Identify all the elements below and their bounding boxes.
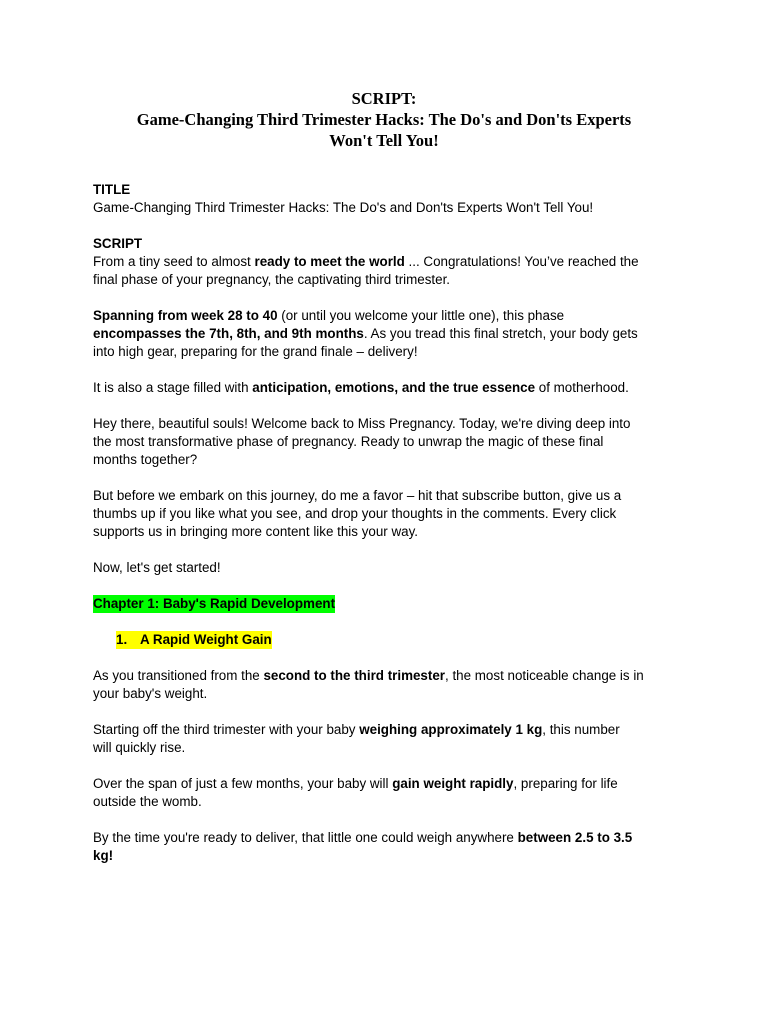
- bold-run: between 2.5 to 3.5 kg!: [93, 830, 633, 863]
- text-run: From a tiny seed to almost: [93, 254, 255, 269]
- chapter-1-list-item: [116, 631, 683, 649]
- bold-run: second to the third trimester: [263, 668, 445, 683]
- document-heading: [80, 88, 688, 151]
- list-item-highlight: [116, 631, 272, 649]
- text-run: By the time you're ready to deliver, that little one could weigh anywhere: [93, 830, 518, 845]
- script-label: SCRIPT: [93, 236, 143, 251]
- script-paragraph-4: Hey there, beautiful souls! Welcome back to Miss Pregnancy. Today, we're diving deep into the most transformative phase of pregnancy. Ready to unwrap the magic of these final months together?: [93, 416, 631, 467]
- text-run: ... Congratulations! You’ve reached the final phase of your pregnancy, the captivating third trimester.: [93, 254, 639, 287]
- text-run: Over the span of just a few months, your baby will: [93, 776, 393, 791]
- text-run: of motherhood.: [535, 380, 629, 395]
- text-run: , preparing for life outside the womb.: [93, 776, 618, 809]
- list-item-number: 1.: [116, 632, 128, 647]
- script-heading-title-line1: Game-Changing Third Trimester Hacks: The Do's and Don'ts Experts: [136, 110, 632, 129]
- text-run: (or until you welcome your little one), this phase: [281, 308, 565, 323]
- chapter-1-paragraph-2: [93, 721, 683, 757]
- title-label: TITLE: [93, 182, 131, 197]
- chapter-1-heading: Chapter 1: Baby's Rapid Development: [93, 596, 336, 611]
- title-text: Game-Changing Third Trimester Hacks: The Do's and Don'ts Experts Won't Tell You!: [93, 200, 594, 215]
- text-run: , the most noticeable change is in your baby's weight.: [93, 668, 644, 701]
- bold-run: anticipation, emotions, and the true essence: [252, 380, 536, 395]
- list-item-title: A Rapid Weight Gain: [140, 632, 272, 647]
- bold-run: weighing approximately 1 kg: [359, 722, 543, 737]
- bold-run: ready to meet the world: [254, 254, 405, 269]
- bold-run: encompasses the 7th, 8th, and 9th months: [93, 326, 364, 341]
- script-paragraph-5: But before we embark on this journey, do me a favor – hit that subscribe button, give us a thumbs up if you like what you see, and drop your thoughts in the comments. Every click supports us in bringing more content like this your way.: [93, 488, 622, 539]
- chapter-1-paragraph-4: [93, 829, 683, 865]
- script-paragraph-3: [93, 379, 683, 397]
- chapter-1-heading-line: [93, 595, 683, 613]
- bold-run: Spanning from week 28 to 40: [93, 308, 278, 323]
- script-paragraph-1: [93, 253, 683, 289]
- script-heading-label: SCRIPT:: [351, 89, 417, 108]
- text-run: As you transitioned from the: [93, 668, 264, 683]
- document-body: [93, 181, 683, 865]
- bold-run: gain weight rapidly: [392, 776, 514, 791]
- script-heading-title-line2: Won't Tell You!: [329, 131, 439, 150]
- script-paragraph-2: [93, 307, 683, 361]
- script-paragraph-6: Now, let's get started!: [93, 560, 221, 575]
- chapter-1-paragraph-1: [93, 667, 683, 703]
- text-run: , this number will quickly rise.: [93, 722, 620, 755]
- chapter-1-paragraph-3: [93, 775, 683, 811]
- text-run: . As you tread this final stretch, your body gets into high gear, preparing for the grand finale – delivery!: [93, 326, 638, 359]
- text-run: Starting off the third trimester with your baby: [93, 722, 360, 737]
- text-run: It is also a stage filled with: [93, 380, 253, 395]
